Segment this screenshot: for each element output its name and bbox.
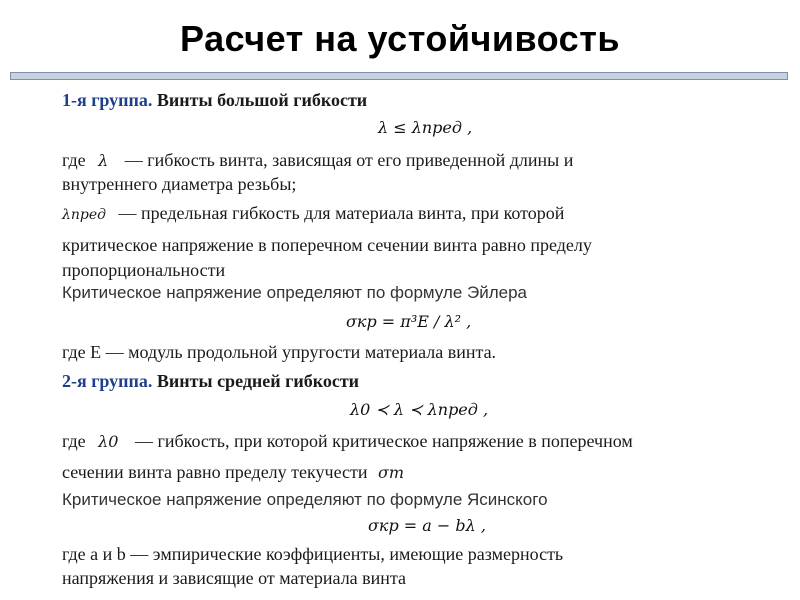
yasinsky-intro: Критическое напряжение определяют по формуле Ясинского bbox=[62, 490, 548, 509]
group1-where-line2: внутреннего диаметра резьбы; bbox=[62, 174, 297, 194]
lambda-definition: — гибкость винта, зависящая от его приведенной длины и bbox=[124, 150, 574, 170]
group2-title: Винты средней гибкости bbox=[156, 371, 360, 391]
lambda-pred-symbol: λпред bbox=[62, 207, 107, 223]
lambda0-symbol: λ0 bbox=[98, 432, 119, 451]
euler-formula: σкр = π³E / λ² , bbox=[346, 312, 472, 331]
modulus-definition: где E — модуль продольной упругости материала винта. bbox=[62, 342, 497, 362]
lambda-pred-definition: — предельная гибкость для материала винта, при которой bbox=[118, 203, 565, 223]
lambda0-definition: — гибкость, при которой критическое напряжение в поперечном bbox=[134, 431, 633, 451]
where-label: где bbox=[62, 150, 86, 170]
group1-condition: λ ≤ λпред , bbox=[378, 118, 473, 137]
lambda-symbol: λ bbox=[98, 151, 109, 170]
coefficients-line1: где a и b — эмпирические коэффициенты, имеющие размерность bbox=[62, 544, 564, 564]
group2-heading bbox=[62, 371, 359, 393]
yield-limit-text: сечении винта равно пределу текучести bbox=[62, 462, 368, 482]
group2-where-line2 bbox=[62, 462, 404, 484]
group2-label: 2-я группа. bbox=[62, 371, 153, 391]
group1-heading bbox=[62, 90, 367, 112]
page-title: Расчет на устойчивость bbox=[180, 18, 620, 59]
where-label-2: где bbox=[62, 431, 86, 451]
yasinsky-formula: σкр = a − bλ , bbox=[368, 516, 486, 535]
group1-pred-line2: критическое напряжение в поперечном сечении винта равно пределу bbox=[62, 235, 592, 255]
group1-pred-line1 bbox=[62, 203, 564, 225]
coefficients-line2: напряжения и зависящие от материала винта bbox=[62, 568, 407, 588]
sigma-t-symbol: σт bbox=[378, 463, 405, 482]
group2-where-line1 bbox=[62, 431, 633, 453]
group1-label: 1-я группа. bbox=[62, 90, 153, 110]
group2-condition: λ0 ≺ λ ≺ λпред , bbox=[350, 400, 489, 419]
title-divider bbox=[10, 72, 788, 80]
group1-where-line1 bbox=[62, 150, 573, 172]
euler-intro: Критическое напряжение определяют по формуле Эйлера bbox=[62, 283, 528, 302]
group1-title: Винты большой гибкости bbox=[156, 90, 368, 110]
group1-pred-line3: пропорциональности bbox=[62, 260, 226, 280]
